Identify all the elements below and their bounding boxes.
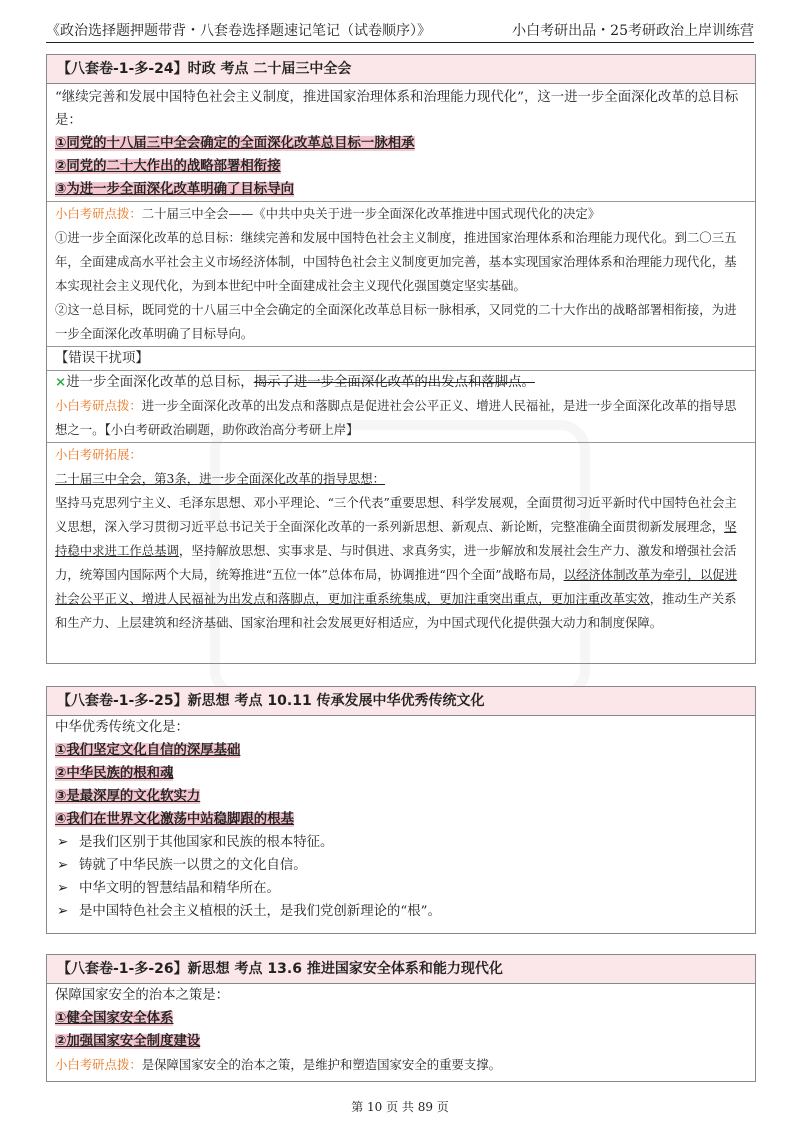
question-stem: 保障国家安全的治本之策是：: [55, 988, 230, 1003]
option-1: ①健全国家安全体系: [55, 1011, 174, 1026]
header-right-title: 小白考研出品・25考研政治上岸训练营: [512, 23, 754, 39]
question-stem: 中华优秀传统文化是：: [55, 720, 189, 735]
arrow-bullet-icon: ➢: [57, 881, 69, 896]
question-title: 【八套卷-1-多-24】时政 考点 二十届三中全会: [47, 55, 755, 84]
extension-head: 二十届三中全会，第3条，进一步全面深化改革的指导思想：: [55, 471, 386, 486]
option-2: ②同党的二十大作出的战略部署相衔接: [55, 159, 281, 174]
option-2: ②加强国家安全制度建设: [55, 1034, 201, 1049]
option-3: ③是最深厚的文化软实力: [55, 789, 201, 804]
option-2: ②中华民族的根和魂: [55, 766, 174, 781]
wrong-options-title: 【错误干扰项】: [55, 351, 149, 366]
extension-text: 坚持马克思列宁主义、毛泽东思想、邓小平理论、“三个代表”重要思想、科学发展观，全面贯彻习近平新时代中国特色社会主义思想，深入学习贯彻习近平总书记关于全面深化改革的一系列新思想、新观点、新论断，完整准确全面贯彻新发展理念，坚持稳中求进工作总基调，坚持解放思想、实事求是、与时俱进、求真务实，进一步解放和发展社会生产力、激发和增强社会活力，统筹国内国际两个大局，统筹推进“五位一体”总体布局，协调推进“四个全面”战略布局，以经济体制改革为牵引，以促进社会公平正义、增进人民福祉为出发点和落脚点，更加注重系统集成，更加注重突出重点，更加注重改革实效，推动生产关系和生产力、上层建筑和经济基础、国家治理和社会发展更好相适应，为中国式现代化提供强大动力和制度保障。: [55, 495, 738, 630]
explanation-1: ①进一步全面深化改革的总目标：继续完善和发展中国特色社会主义制度，推进国家治理体系和治理能力现代化。到二〇三五年，全面建成高水平社会主义市场经济体制，中国特色社会主义制度更加完善，基本实现国家治理体系和治理能力现代化，基本实现社会主义现代化，为到本世纪中叶全面建成社会主义现代化强国奠定坚实基础。: [55, 230, 737, 293]
bullet-item: ➢ 铸就了中华民族一以贯之的文化自信。: [47, 854, 755, 877]
bullet-item: ➢ 是中国特色社会主义植根的沃土，是我们党创新理论的“根”。: [47, 900, 755, 923]
tip-line: 小白考研点拨：是保障国家安全的治本之策，是维护和塑造国家安全的重要支撑。: [55, 1057, 502, 1072]
question-card-26: [46, 954, 756, 1082]
option-1: ①我们坚定文化自信的深厚基础: [55, 743, 241, 758]
header-left-title: 《政治选择题押题带背・八套卷选择题速记笔记（试卷顺序）》: [46, 23, 431, 39]
arrow-bullet-icon: ➢: [57, 835, 69, 850]
arrow-bullet-icon: ➢: [57, 904, 69, 919]
wrong-option: ×进一步全面深化改革的总目标，揭示了进一步全面深化改革的出发点和落脚点。: [55, 374, 535, 390]
explanation-2: ②这一总目标，既同党的十八届三中全会确定的全面深化改革总目标一脉相承，又同党的二十大作出的战略部署相衔接，为进一步全面深化改革明确了目标导向。: [55, 302, 737, 341]
page-header: [46, 14, 754, 43]
question-title: 【八套卷-1-多-26】新思想 考点 13.6 推进国家安全体系和能力现代化: [47, 955, 755, 984]
page-number: 第 10 页 共 89 页: [351, 1100, 449, 1114]
extension-label: 小白考研拓展：: [55, 447, 142, 462]
option-4: ④我们在世界文化激荡中站稳脚跟的根基: [55, 812, 294, 827]
question-title: 【八套卷-1-多-25】新思想 考点 10.11 传承发展中华优秀传统文化: [47, 687, 755, 716]
question-stem: “继续完善和发展中国特色社会主义制度，推进国家治理体系和治理能力现代化”，这一进一步全面深化改革的总目标是：: [55, 90, 739, 128]
cross-icon: ×: [55, 374, 67, 390]
question-card-25: [46, 686, 756, 934]
arrow-bullet-icon: ➢: [57, 858, 69, 873]
bullet-item: ➢ 是我们区别于其他国家和民族的根本特征。: [47, 831, 755, 854]
tip-line: 小白考研点拨：二十届三中全会——《中共中央关于进一步全面深化改革推进中国式现代化的决定》: [55, 206, 601, 221]
option-3: ③为进一步全面深化改革明确了目标导向: [55, 182, 294, 197]
tip-2: 小白考研点拨：进一步全面深化改革的出发点和落脚点是促进社会公平正义、增进人民福祉，是进一步全面深化改革的指导思想之一。【小白考研政治刷题，助你政治高分考研上岸】: [55, 398, 737, 437]
bullet-item: ➢ 中华文明的智慧结晶和精华所在。: [47, 877, 755, 900]
option-1: ①同党的十八届三中全会确定的全面深化改革总目标一脉相承: [55, 136, 415, 151]
question-card-24: [46, 54, 756, 664]
